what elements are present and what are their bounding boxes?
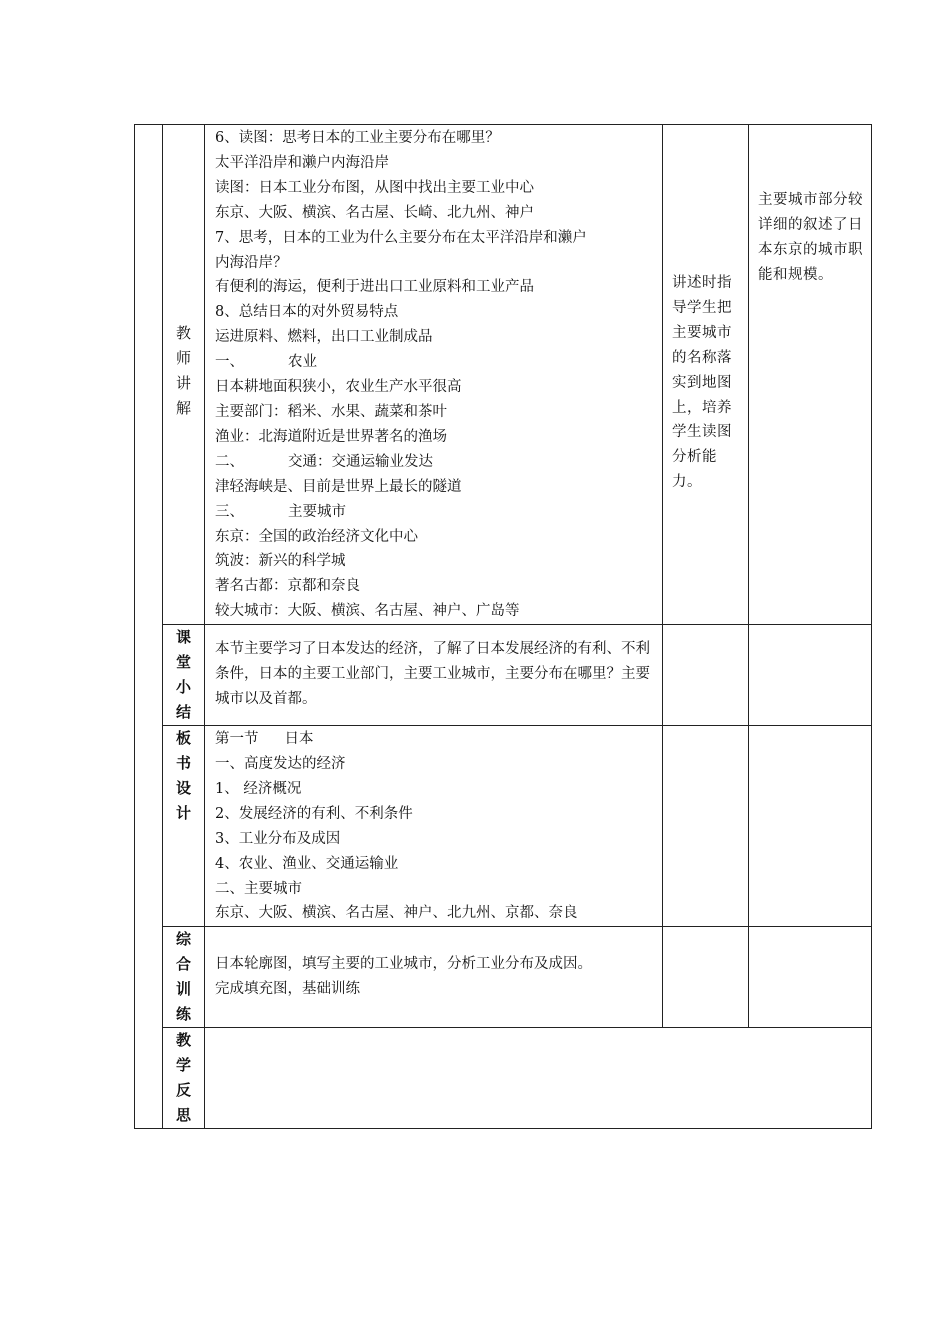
board-line: 1、 经济概况 (215, 780, 302, 797)
content-line: 读图：日本工业分布图，从图中找出主要工业中心 (215, 179, 534, 196)
board-note1-cell (663, 726, 749, 927)
board-line: 二、主要城市 (215, 880, 302, 897)
lesson-plan-table (134, 124, 872, 1129)
content-line: 著名古都：京都和奈良 (215, 578, 360, 595)
lesson-plan-sheet (134, 124, 872, 1129)
board-line: 2、发展经济的有利、不利条件 (215, 805, 413, 822)
content-line: 渔业：北海道附近是世界著名的渔场 (215, 428, 447, 445)
content-line: 东京：全国的政治经济文化中心 (215, 528, 418, 545)
teacher-note-design-cell (749, 125, 872, 625)
board-heading: 第一节 日本 (215, 731, 314, 748)
board-content-cell (205, 726, 663, 927)
section-heading-traffic: 二、 交通：交通运输业发达 (215, 453, 433, 470)
label-char: 练 (175, 1005, 191, 1024)
content-line: 内海沿岸？ (215, 254, 288, 271)
content-line: 6、读图：思考日本的工业主要分布在哪里？ (215, 130, 500, 146)
section-heading-cities: 三、 主要城市 (215, 503, 346, 520)
summary-label-cell (163, 625, 205, 726)
summary-note2-cell (749, 625, 872, 726)
label-char: 结 (175, 703, 191, 722)
label-char: 思 (175, 1106, 191, 1125)
content-line: 筑波：新兴的科学城 (215, 553, 346, 570)
content-line: 东京、大阪、横滨、名古屋、长崎、北九州、神户 (215, 204, 534, 221)
label-char: 讲 (175, 374, 191, 392)
training-note1-cell (663, 927, 749, 1028)
summary-content-cell (205, 625, 663, 726)
training-row (135, 927, 872, 1028)
label-char: 教 (175, 1031, 191, 1050)
design-note: 主要城市部分较详细的叙述了日本东京的城市职能和规模。 (758, 192, 863, 283)
label-char: 解 (175, 399, 191, 417)
content-line: 7、思考，日本的工业为什么主要分布在太平洋沿岸和濑户 (215, 229, 587, 246)
label-char: 计 (175, 804, 191, 823)
label-char: 书 (175, 754, 191, 773)
content-line: 较大城市：大阪、横滨、名古屋、神户、广岛等 (215, 603, 520, 620)
content-line: 主要部门：稻米、水果、蔬菜和茶叶 (215, 403, 447, 420)
content-line: 运进原料、燃料，出口工业制成品 (215, 329, 433, 346)
content-line: 津轻海峡是、目前是世界上最长的隧道 (215, 478, 462, 495)
content-line: 8、总结日本的对外贸易特点 (215, 304, 399, 321)
board-line: 东京、大阪、横滨、名古屋、神户、北九州、京都、奈良 (215, 905, 578, 922)
teacher-label-cell (163, 125, 205, 625)
label-char: 教 (175, 324, 191, 342)
board-line: 4、农业、渔业、交通运输业 (215, 855, 399, 872)
content-line: 太平洋沿岸和濑户内海沿岸 (215, 154, 389, 171)
label-char: 合 (175, 955, 191, 974)
label-char: 课 (175, 628, 191, 647)
teacher-row (135, 125, 872, 625)
summary-row (135, 625, 872, 726)
label-char: 小 (175, 678, 191, 697)
section-heading-agriculture: 一、 农业 (215, 354, 317, 371)
label-char: 堂 (175, 653, 191, 672)
training-content-cell (205, 927, 663, 1028)
label-char: 学 (175, 1056, 191, 1075)
board-note2-cell (749, 726, 872, 927)
summary-text: 本节主要学习了日本发达的经济，了解了日本发展经济的有利、不利条件，日本的主要工业部门，主要工业城市，主要分布在哪里？主要城市以及首都。 (215, 641, 650, 707)
content-line: 日本耕地面积狭小，农业生产水平很高 (215, 379, 462, 396)
training-label-cell (163, 927, 205, 1028)
reflection-row (135, 1028, 872, 1129)
label-char: 师 (175, 349, 191, 367)
label-char: 板 (175, 729, 191, 748)
teacher-content-cell (205, 125, 663, 625)
training-line: 完成填充图，基础训练 (215, 981, 360, 998)
label-char: 设 (175, 779, 191, 798)
reflection-label-cell (163, 1028, 205, 1129)
left-blank-column (135, 125, 163, 1129)
board-row (135, 726, 872, 927)
reflection-content-cell (205, 1028, 872, 1129)
label-char: 训 (175, 980, 191, 999)
board-line: 3、工业分布及成因 (215, 830, 341, 847)
board-label-cell (163, 726, 205, 927)
training-line: 日本轮廓图，填写主要的工业城市，分析工业分布及成因。 (215, 956, 592, 973)
training-note2-cell (749, 927, 872, 1028)
label-char: 反 (175, 1081, 191, 1100)
board-line: 一、高度发达的经济 (215, 756, 346, 773)
teacher-note-guidance-cell (663, 125, 749, 625)
guidance-note: 讲述时指导学生把主要城市的名称落实到地图上，培养学生读图分析能力。 (672, 275, 732, 491)
summary-note1-cell (663, 625, 749, 726)
content-line: 有便利的海运，便利于进出口工业原料和工业产品 (215, 279, 534, 296)
label-char: 综 (175, 930, 191, 949)
